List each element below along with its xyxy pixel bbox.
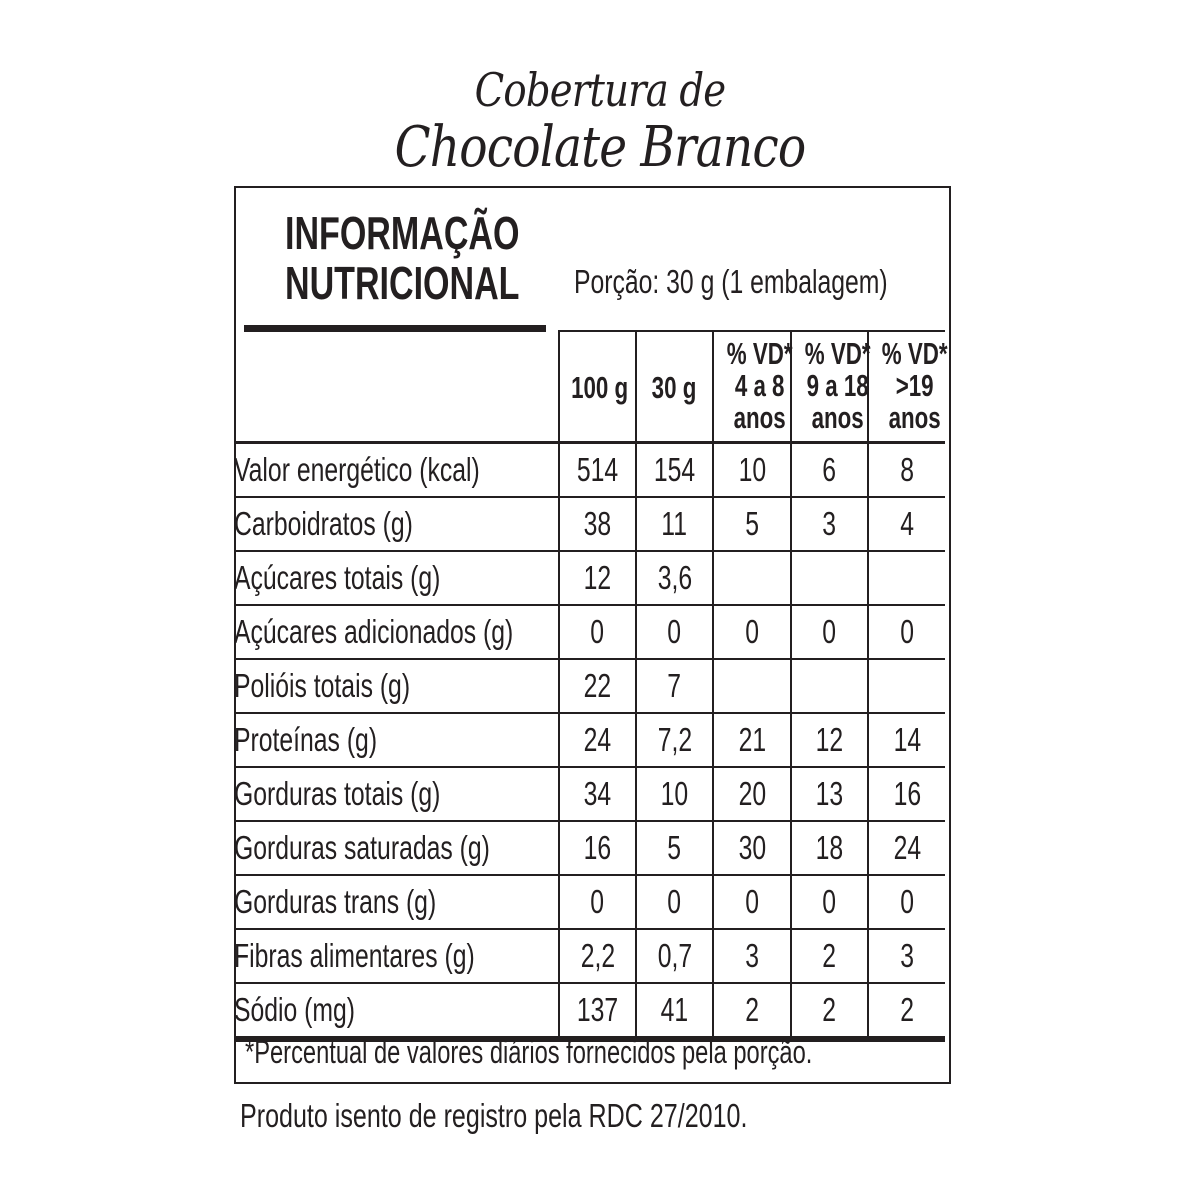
table-row	[234, 767, 945, 821]
nutrient-value: 0	[791, 875, 868, 929]
nutrient-value: 10	[713, 443, 791, 498]
nutrient-value: 3	[868, 929, 945, 983]
nutrient-value: 5	[713, 497, 791, 551]
nutrient-value: 154	[636, 443, 713, 498]
nutrient-value: 5	[636, 821, 713, 875]
nutrient-value: 3	[791, 497, 868, 551]
panel-heading	[285, 208, 519, 308]
nutrient-value: 24	[559, 713, 636, 767]
nutrient-value: 16	[868, 767, 945, 821]
nutrient-value: 20	[713, 767, 791, 821]
nutrient-value	[791, 659, 868, 713]
nutrient-name: Polióis totais (g)	[234, 659, 559, 713]
column-header-vd-9-18: % VD* 9 a 18 anos	[791, 331, 868, 443]
nutrient-value: 0	[636, 875, 713, 929]
nutrient-name: Gorduras trans (g)	[234, 875, 559, 929]
nutrient-name: Açúcares totais (g)	[234, 551, 559, 605]
nutrient-value: 14	[868, 713, 945, 767]
nutrient-value: 38	[559, 497, 636, 551]
nutrition-table	[234, 330, 948, 1042]
nutrient-value: 41	[636, 983, 713, 1039]
column-header-vd-4-8: % VD* 4 a 8 anos	[713, 331, 791, 443]
table-row	[234, 605, 945, 659]
footnote: *Percentual de valores diários fornecidos pela porção.	[245, 1034, 813, 1070]
nutrient-name: Gorduras totais (g)	[234, 767, 559, 821]
nutrient-value: 0	[868, 875, 945, 929]
nutrient-value: 2	[791, 983, 868, 1039]
table-row	[234, 929, 945, 983]
column-header-100g: 100 g	[559, 331, 636, 443]
nutrient-value: 0	[713, 605, 791, 659]
product-title-line1: Cobertura de	[474, 63, 726, 117]
table-row	[234, 875, 945, 929]
nutrient-name: Proteínas (g)	[234, 713, 559, 767]
nutrient-value	[713, 551, 791, 605]
nutrient-value: 514	[559, 443, 636, 498]
nutrient-value	[791, 551, 868, 605]
nutrient-value	[713, 659, 791, 713]
column-header-30g: 30 g	[636, 331, 713, 443]
nutrient-name: Gorduras saturadas (g)	[234, 821, 559, 875]
nutrient-value: 18	[791, 821, 868, 875]
table-row	[234, 659, 945, 713]
table-row	[234, 983, 945, 1039]
table-row	[234, 443, 945, 498]
nutrient-value: 3	[713, 929, 791, 983]
table-row	[234, 551, 945, 605]
nutrient-value: 137	[559, 983, 636, 1039]
header-blank-cell	[234, 331, 559, 443]
nutrient-name: Valor energético (kcal)	[234, 443, 559, 498]
product-title	[300, 62, 900, 178]
product-title-line2: Chocolate Branco	[394, 115, 806, 180]
table-header-row	[234, 331, 945, 443]
nutrient-value: 6	[791, 443, 868, 498]
nutrient-value: 11	[636, 497, 713, 551]
exemption-note: Produto isento de registro pela RDC 27/2010.	[240, 1097, 748, 1134]
nutrient-value: 0	[868, 605, 945, 659]
nutrient-value: 0	[713, 875, 791, 929]
panel-heading-line1: INFORMAÇÃO	[285, 207, 520, 259]
nutrient-value: 30	[713, 821, 791, 875]
nutrient-value: 8	[868, 443, 945, 498]
nutrient-value: 7,2	[636, 713, 713, 767]
nutrient-value: 24	[868, 821, 945, 875]
nutrient-value: 22	[559, 659, 636, 713]
nutrient-value: 2	[791, 929, 868, 983]
nutrient-value: 12	[791, 713, 868, 767]
nutrient-value: 0	[559, 875, 636, 929]
nutrient-value	[868, 551, 945, 605]
nutrient-name: Açúcares adicionados (g)	[234, 605, 559, 659]
nutrient-value: 2	[713, 983, 791, 1039]
nutrient-value: 16	[559, 821, 636, 875]
nutrient-name: Sódio (mg)	[234, 983, 559, 1039]
panel-heading-line2: NUTRICIONAL	[285, 257, 520, 309]
nutrient-value: 0	[636, 605, 713, 659]
nutrient-value: 34	[559, 767, 636, 821]
column-header-vd-19: % VD* >19 anos	[868, 331, 945, 443]
table-row	[234, 497, 945, 551]
nutrient-value: 0	[559, 605, 636, 659]
table-row	[234, 821, 945, 875]
nutrient-value: 7	[636, 659, 713, 713]
nutrient-value: 4	[868, 497, 945, 551]
nutrient-value: 2	[868, 983, 945, 1039]
nutrient-value: 12	[559, 551, 636, 605]
nutrient-name: Fibras alimentares (g)	[234, 929, 559, 983]
nutrient-name: Carboidratos (g)	[234, 497, 559, 551]
nutrient-value	[868, 659, 945, 713]
nutrient-value: 21	[713, 713, 791, 767]
nutrient-value: 2,2	[559, 929, 636, 983]
nutrient-value: 0	[791, 605, 868, 659]
nutrient-value: 0,7	[636, 929, 713, 983]
nutrient-value: 3,6	[636, 551, 713, 605]
nutrient-value: 10	[636, 767, 713, 821]
nutrient-value: 13	[791, 767, 868, 821]
table-row	[234, 713, 945, 767]
serving-size: Porção: 30 g (1 embalagem)	[574, 263, 888, 300]
